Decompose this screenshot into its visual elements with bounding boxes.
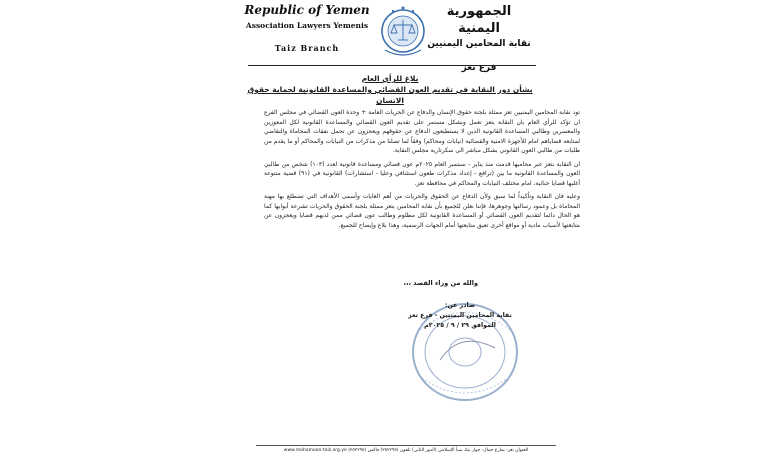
- header-divider: [248, 65, 536, 66]
- footer-address: العنوان تعز- شارع جمال- جوار بنك سبأ الإسلامي (الدور الثاني) تلفون (٢٥٢٢٩٥) فاكس (٢٥٢٢٩٥) www.mohamoon-taiz.org.ye: [283, 448, 529, 453]
- association-logo-icon: [379, 2, 427, 60]
- body-paragraph: وعليه فان النقابة وتأكيداً لما سبق ولأن الدفاع عن الحقوق والحريات من أهم الغايات وأسمى الأهداف التي تضطلع بها مهنة المحاماة بل وعمود رسالتها وجوهرها، فإننا نعلن للجميع بأن نقابة المحامين بتعز ممثلة بلجنة الحقوق والحريات تشرعة أبوابها كما هو الحال دائما لتقديم العون القضائي أو المساعدة القانونية لكل مظلوم وطالب عون قضائي ممن لديهم قضايا ويعجزون عن متابعتها لأسباب مادية أو مواقع أخرى تعيق متابعتها أمام الجهات الرسمية، وهذا بلاغ وإيضاح للجميع.: [264, 193, 580, 229]
- footer-divider: [256, 445, 556, 446]
- header-association-ar: نقابة المحامين اليمنيين: [427, 39, 531, 49]
- letter-page: [170, 0, 608, 470]
- signature-issued-by: صادر عن:: [445, 302, 475, 309]
- announcement-body: [264, 108, 580, 234]
- header-branch-en: Taiz Branch: [274, 43, 340, 53]
- title-line-1: بلاغ للرأي العام: [361, 74, 419, 83]
- header-country-ar: الجمهورية اليمنية: [446, 4, 512, 36]
- signature-issuer: نقابة المحامين اليمنيين - فرع تعز: [408, 312, 512, 319]
- title-line-2: بشأن دور النقابة في تقديم العون القضائي والمساعدة القانونية لحماية حقوق الانسان: [247, 85, 533, 105]
- signature-date: الموافق ٢٩ / ٩ / ٢٠٢٥م: [424, 322, 496, 329]
- header-branch-ar: فرع تعز: [461, 63, 497, 73]
- header-country-en: Republic of Yemen: [244, 3, 370, 17]
- signature-block: [400, 301, 520, 331]
- announcement-title: [240, 73, 540, 106]
- closing-phrase: والله من وراء القصد ،،،: [403, 279, 478, 287]
- header-association-en: Association Lawyers Yemenis: [245, 21, 369, 30]
- body-paragraph: ان النقابة بتعز عبر محاميها قدمت منذ يناير - سبتمبر العام ٢٠٢٥م عون قضائي ومساعدة قانونية لعدد (١٠٣) شخص من طالبي العون والمساعدة القانونية ما بين (ترافع - إعداد مذكرات طعون استئنافي وعليا - استشارات) القانونية في (٩١) قضية متنوعة أغلبها قضايا جنائية، امام مختلف النيابات والمحاكم في محافظة تعز.: [264, 160, 581, 187]
- body-paragraph: تود نقابة المحامين اليمنيين تعز ممثلة بلجنة حقوق الإنسان والدفاع عن الحريات العامة + وحدة العون القضائي في مجلس الفرع ان تؤكد للرأي العام بان النقابة بتعز تعمل وبشكل مستمر على تقديم العون القضائي والمساعدة القانونية لكل المعوزين والمعسرين وطالبي المساعدة القانونية الذين لا يستطيعون الدفاع عن حقوقهم ويعجزون عن تحمل نفقات المحاماة والتقاضي لمتابعة قضاياهم امام للأجهزة الامنية والقضائية (نيابات ومحاكم) وفقاً لما تصلنا من مذكرات من النيابات والمحاكم أو ما يقدم من طلبات من طالبي العون القانوني بشكل مباشر الى سكرتارية مجلس النقابة.: [264, 109, 580, 154]
- header-english: [232, 3, 382, 55]
